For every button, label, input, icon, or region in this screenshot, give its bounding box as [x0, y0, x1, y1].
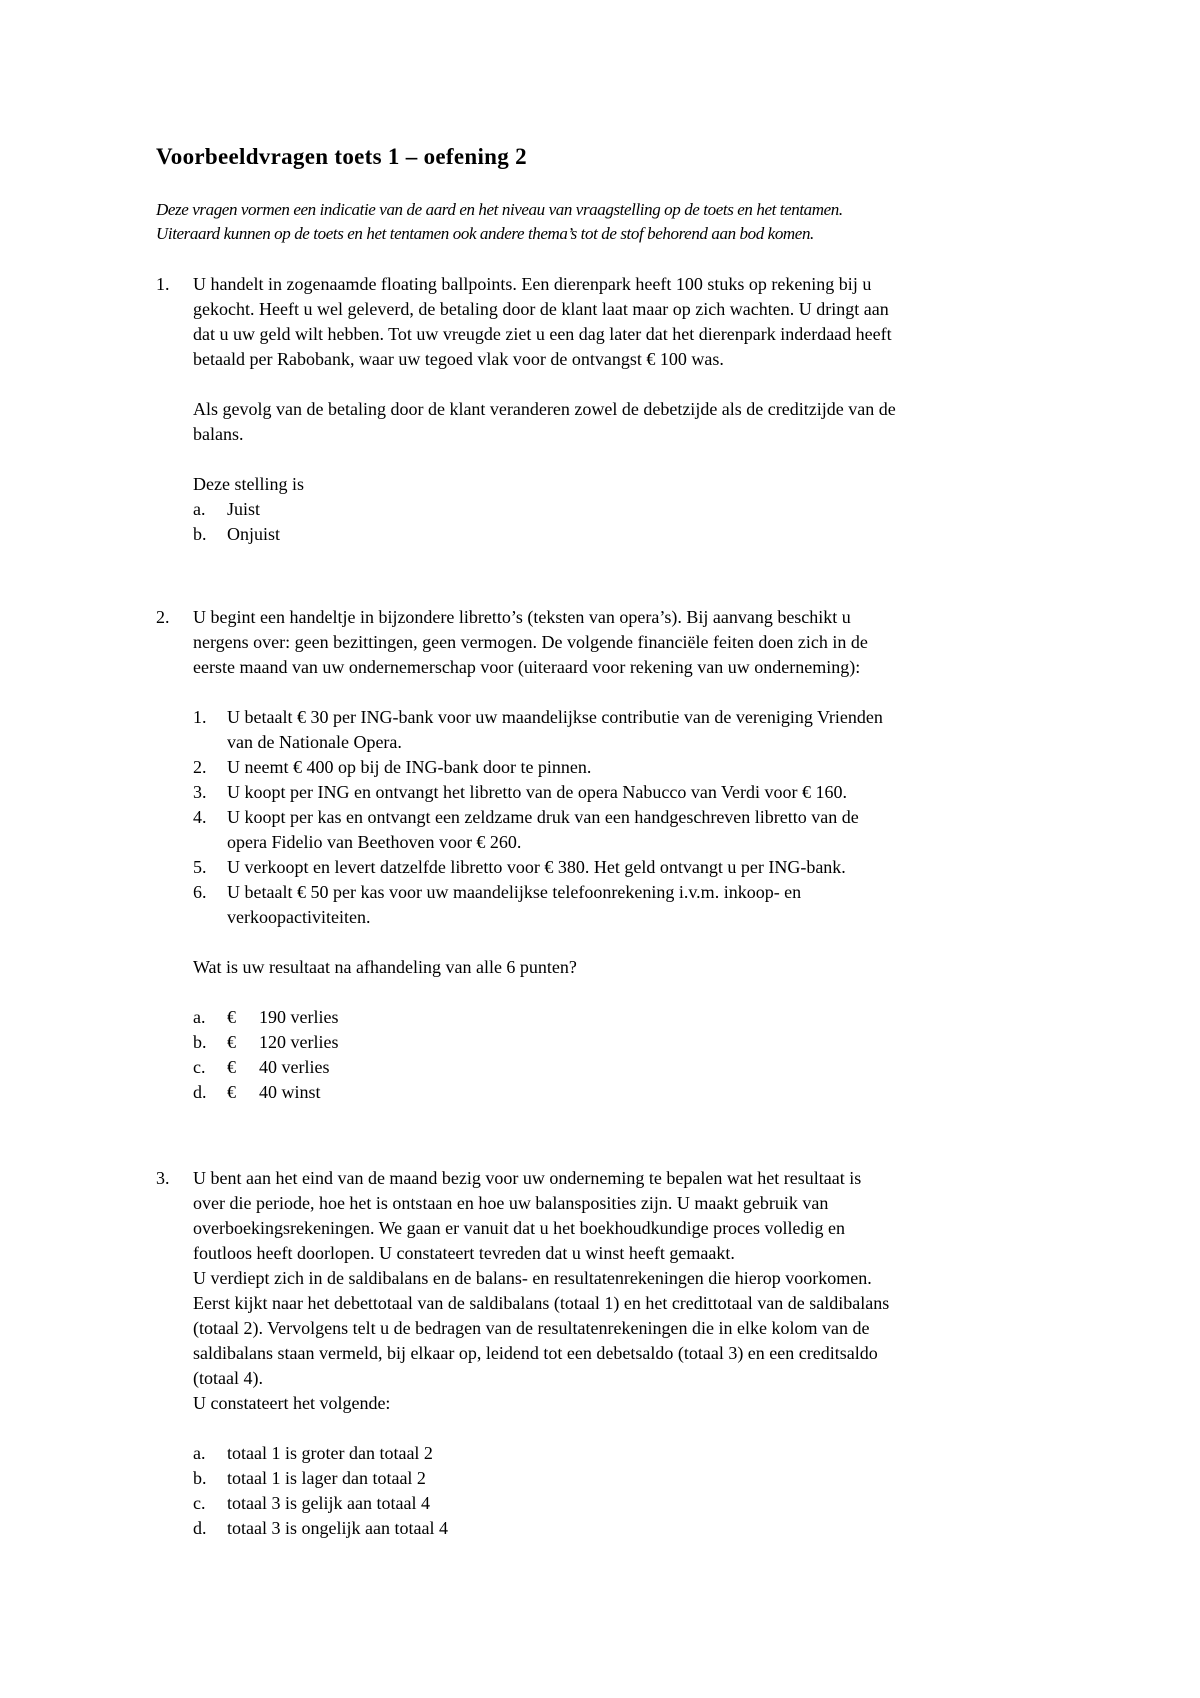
currency-symbol: €	[227, 1082, 236, 1102]
option-label: a.	[193, 499, 206, 519]
text-line: over die periode, hoe het is ontstaan en hoe uw balansposities zijn. U maakt gebruik van	[193, 1193, 829, 1213]
fact-text: opera Fidelio van Beethoven voor € 260.	[227, 832, 522, 852]
fact-number: 1.	[193, 707, 207, 727]
fact-item	[193, 855, 1076, 880]
question-2	[156, 605, 1076, 1105]
fact-text: U verkoopt en levert datzelfde libretto voor € 380. Het geld ontvangt u per ING-bank.	[227, 857, 846, 877]
fact-text: U neemt € 400 op bij de ING-bank door te pinnen.	[227, 757, 592, 777]
question-number: 1.	[156, 274, 170, 294]
currency-symbol: €	[227, 1032, 236, 1052]
answer-option-c	[193, 1055, 1076, 1080]
fact-item	[193, 755, 1076, 780]
text-line: U begint een handeltje in bijzondere libretto’s (teksten van opera’s). Bij aanvang beschikt u	[193, 607, 851, 627]
intro-line: Uiteraard kunnen op de toets en het tentamen ook andere thema’s tot de stof behorend aan bod komen.	[156, 224, 814, 243]
question-prompt: Wat is uw resultaat na afhandeling van alle 6 punten?	[193, 957, 577, 977]
fact-item	[193, 780, 1076, 805]
fact-number: 4.	[193, 807, 207, 827]
option-amount: 40 verlies	[259, 1057, 330, 1077]
answer-option-b	[193, 1466, 1076, 1491]
text-line: Eerst kijkt naar het debettotaal van de saldibalans (totaal 1) en het credittotaal van de saldibalans	[193, 1293, 890, 1313]
answer-option-a	[193, 497, 1076, 522]
text-line: saldibalans staan vermeld, bij elkaar op, leidend tot een debetsaldo (totaal 3) en een creditsaldo	[193, 1343, 878, 1363]
text-line: betaald per Rabobank, waar uw tegoed vlak voor de ontvangst € 100 was.	[193, 349, 724, 369]
fact-number: 2.	[193, 757, 207, 777]
intro-line: Deze vragen vormen een indicatie van de aard en het niveau van vraagstelling op de toets en het tentamen.	[156, 200, 843, 219]
answer-option-b	[193, 522, 1076, 547]
text-line: U handelt in zogenaamde floating ballpoints. Een dierenpark heeft 100 stuks op rekening bij u	[193, 274, 872, 294]
text-line: (totaal 4).	[193, 1368, 263, 1388]
answer-option-a	[193, 1441, 1076, 1466]
option-text: totaal 3 is ongelijk aan totaal 4	[227, 1518, 448, 1538]
question-body	[193, 605, 1076, 1105]
fact-number: 6.	[193, 882, 207, 902]
text-line: (totaal 2). Vervolgens telt u de bedragen van de resultatenrekeningen die in elke kolom van de	[193, 1318, 870, 1338]
statement-line: balans.	[193, 424, 244, 444]
fact-text: U koopt per ING en ontvangt het libretto van de opera Nabucco van Verdi voor € 160.	[227, 782, 847, 802]
option-label: b.	[193, 1468, 207, 1488]
option-amount: 120 verlies	[259, 1032, 339, 1052]
option-label: b.	[193, 524, 207, 544]
text-line: eerste maand van uw ondernemerschap voor (uiteraard voor rekening van uw onderneming):	[193, 657, 861, 677]
answer-option-a	[193, 1005, 1076, 1030]
option-label: a.	[193, 1443, 206, 1463]
option-label: d.	[193, 1082, 207, 1102]
currency-symbol: €	[227, 1057, 236, 1077]
page-title: Voorbeeldvragen toets 1 – oefening 2	[156, 144, 527, 169]
text-line: nergens over: geen bezittingen, geen vermogen. De volgende financiële feiten doen zich in de	[193, 632, 868, 652]
question-body	[193, 272, 1076, 547]
question-prompt: Deze stelling is	[193, 474, 304, 494]
fact-number: 5.	[193, 857, 207, 877]
option-label: d.	[193, 1518, 207, 1538]
option-text: totaal 1 is groter dan totaal 2	[227, 1443, 433, 1463]
currency-symbol: €	[227, 1007, 236, 1027]
option-text: Onjuist	[227, 524, 281, 544]
text-line: foutloos heeft doorlopen. U constateert tevreden dat u winst heeft gemaakt.	[193, 1243, 735, 1263]
text-line: U constateert het volgende:	[193, 1393, 391, 1413]
text-line: U verdiept zich in de saldibalans en de balans- en resultatenrekeningen die hierop voorkomen.	[193, 1268, 872, 1288]
document-page	[156, 0, 1076, 1698]
text-line: gekocht. Heeft u wel geleverd, de betaling door de klant laat maar op zich wachten. U dringt aan	[193, 299, 889, 319]
answer-option-d	[193, 1516, 1076, 1541]
fact-item	[193, 805, 1076, 855]
answer-option-c	[193, 1491, 1076, 1516]
fact-number: 3.	[193, 782, 207, 802]
fact-item	[193, 880, 1076, 930]
text-line: U bent aan het eind van de maand bezig voor uw onderneming te bepalen wat het resultaat is	[193, 1168, 862, 1188]
text-line: overboekingsrekeningen. We gaan er vanuit dat u het boekhoudkundige proces volledig en	[193, 1218, 846, 1238]
option-text: totaal 3 is gelijk aan totaal 4	[227, 1493, 430, 1513]
option-label: a.	[193, 1007, 206, 1027]
question-1	[156, 272, 1076, 547]
option-label: c.	[193, 1493, 206, 1513]
option-amount: 40 winst	[259, 1082, 321, 1102]
question-3	[156, 1166, 1076, 1541]
option-label: b.	[193, 1032, 207, 1052]
option-text: totaal 1 is lager dan totaal 2	[227, 1468, 426, 1488]
question-body	[193, 1166, 1076, 1541]
option-amount: 190 verlies	[259, 1007, 339, 1027]
option-text: Juist	[227, 499, 261, 519]
fact-text: U koopt per kas en ontvangt een zeldzame druk van een handgeschreven libretto van de	[227, 807, 859, 827]
fact-text: verkoopactiviteiten.	[227, 907, 371, 927]
question-number: 2.	[156, 607, 170, 627]
intro-text	[156, 198, 1076, 246]
answer-option-d	[193, 1080, 1076, 1105]
option-label: c.	[193, 1057, 206, 1077]
fact-text: U betaalt € 30 per ING-bank voor uw maandelijkse contributie van de vereniging Vrienden	[227, 707, 883, 727]
fact-item	[193, 705, 1076, 755]
fact-text: U betaalt € 50 per kas voor uw maandelijkse telefoonrekening i.v.m. inkoop- en	[227, 882, 802, 902]
text-line: dat u uw geld wilt hebben. Tot uw vreugde ziet u een dag later dat het dierenpark inderdaad heeft	[193, 324, 892, 344]
fact-text: van de Nationale Opera.	[227, 732, 402, 752]
statement-line: Als gevolg van de betaling door de klant veranderen zowel de debetzijde als de creditzijde van de	[193, 399, 896, 419]
answer-option-b	[193, 1030, 1076, 1055]
question-number: 3.	[156, 1168, 170, 1188]
